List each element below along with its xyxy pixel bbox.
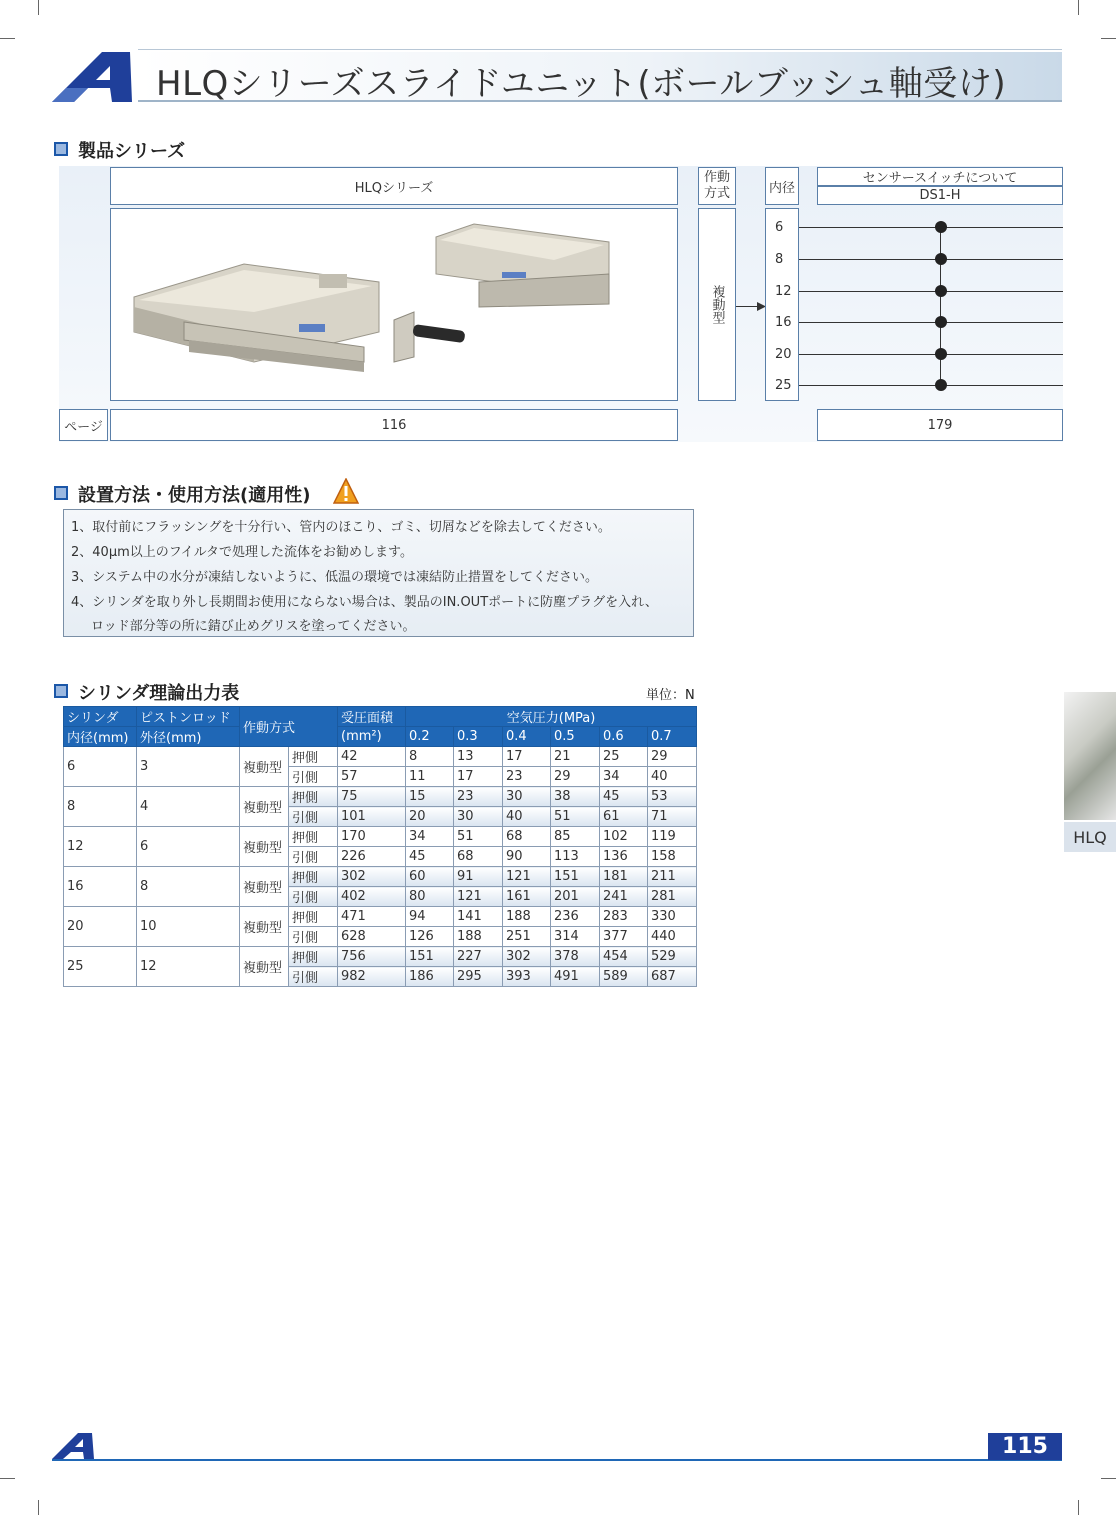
col-action: 作動方式 [240,707,338,747]
cell-type: 複動型 [240,947,289,987]
note-item: 3、システム中の水分が凍結しないように、低温の環境では凍結防止措置をしてください。 [71,570,598,585]
cell-force: 68 [503,827,551,847]
cell-force: 227 [454,947,503,967]
series-heading-text: 製品シリーズ [78,141,186,162]
cell-force: 121 [503,867,551,887]
note-item: 2、40μm以上のフイルタで処理した流体をお勧めします。 [71,545,414,560]
cell-force: 34 [406,827,454,847]
sensor-header-box [817,167,1063,186]
crop-mark [38,0,39,15]
cell-force: 589 [600,967,648,987]
page-label: ページ [64,419,103,435]
cell-type: 複動型 [240,907,289,947]
page-product[interactable]: 116 [381,417,407,433]
cell-side-label: 引側 [289,887,338,907]
page-sensor-box [817,409,1063,441]
cell-rod: 10 [137,907,240,947]
cell-force: 71 [648,807,697,827]
cell-force: 126 [406,927,454,947]
cell-area: 42 [338,747,406,767]
cell-force: 281 [648,887,697,907]
cell-force: 15 [406,787,454,807]
cell-force: 90 [503,847,551,867]
cell-force: 393 [503,967,551,987]
cell-force: 186 [406,967,454,987]
table-row [64,867,697,887]
available-dot-icon [935,379,947,391]
product-photo [114,212,674,397]
cell-force: 40 [503,807,551,827]
footer-logo-icon [52,1432,96,1460]
action-header-box [698,167,736,205]
page-title: HLQシリーズスライドユニット(ボールブッシュ軸受け) [156,64,1007,104]
product-image-box [110,208,678,401]
cell-force: 29 [551,767,600,787]
cell-force: 236 [551,907,600,927]
cell-force: 29 [648,747,697,767]
cell-area: 982 [338,967,406,987]
cell-force: 53 [648,787,697,807]
cell-force: 454 [600,947,648,967]
col-rod-h1: ピストンロッド [137,707,240,727]
cell-force: 80 [406,887,454,907]
crop-mark [0,38,15,39]
cell-side-label: 引側 [289,807,338,827]
cell-type: 複動型 [240,747,289,787]
sensor-line [799,227,1063,228]
crop-mark [1078,1500,1079,1515]
bore-value: 6 [775,220,784,235]
cell-force: 440 [648,927,697,947]
cell-force: 51 [551,807,600,827]
cell-force: 161 [503,887,551,907]
cell-type: 複動型 [240,867,289,907]
cell-force: 141 [454,907,503,927]
cell-side-label: 引側 [289,927,338,947]
page-sensor[interactable]: 179 [927,417,953,433]
crop-mark [38,1500,39,1515]
cell-force: 38 [551,787,600,807]
col-p: 0.5 [551,727,600,747]
cell-force: 23 [503,767,551,787]
col-bore-h2: 内径(mm) [64,727,137,747]
cell-force: 94 [406,907,454,927]
cell-force: 158 [648,847,697,867]
cell-bore: 25 [64,947,137,987]
unit-label: 単位：N [646,688,695,703]
cell-force: 151 [551,867,600,887]
cell-force: 491 [551,967,600,987]
col-p: 0.3 [454,727,503,747]
section-bullet-icon [54,684,68,698]
cell-area: 302 [338,867,406,887]
cell-force: 119 [648,827,697,847]
cell-rod: 12 [137,947,240,987]
cell-force: 34 [600,767,648,787]
bore-value: 16 [775,315,792,330]
side-product-thumbnail [1064,692,1116,820]
note-item: ロッド部分等の所に錆び止めグリスを塗ってください。 [91,619,416,634]
cell-force: 21 [551,747,600,767]
cell-side-label: 押側 [289,747,338,767]
cell-area: 756 [338,947,406,967]
cell-force: 8 [406,747,454,767]
side-index-tab[interactable]: HLQ [1064,822,1116,852]
page-label-box [59,409,108,441]
col-rod-h2: 外径(mm) [137,727,240,747]
cell-force: 51 [454,827,503,847]
sensor-vertical-line [940,227,941,385]
crop-mark [1101,1478,1116,1479]
sensor-line [799,259,1063,260]
cell-force: 45 [600,787,648,807]
cell-force: 85 [551,827,600,847]
col-pressure: 空気圧力(MPa) [406,707,697,727]
output-table-body [64,747,697,987]
bore-list-box [765,208,799,401]
install-heading [54,481,310,507]
action-type: 複動型 [709,285,725,324]
available-dot-icon [935,285,947,297]
sensor-model-box [817,186,1063,205]
cell-force: 13 [454,747,503,767]
cell-force: 211 [648,867,697,887]
sensor-line [799,291,1063,292]
cell-type: 複動型 [240,787,289,827]
cell-side-label: 引側 [289,767,338,787]
cell-force: 151 [406,947,454,967]
cell-force: 181 [600,867,648,887]
cell-side-label: 引側 [289,847,338,867]
cell-area: 170 [338,827,406,847]
crop-mark [0,1478,15,1479]
cell-area: 57 [338,767,406,787]
bore-value: 25 [775,378,792,393]
cell-side-label: 押側 [289,947,338,967]
cell-side-label: 引側 [289,967,338,987]
cell-area: 402 [338,887,406,907]
cell-type: 複動型 [240,827,289,867]
table-row [64,787,697,807]
output-heading [54,679,239,705]
bore-value: 8 [775,252,784,267]
cell-force: 45 [406,847,454,867]
cell-force: 30 [454,807,503,827]
cell-force: 40 [648,767,697,787]
col-bore-h1: シリンダ [64,707,137,727]
bore-header-box [765,167,799,205]
crop-mark [1101,38,1116,39]
sensor-model: DS1-H [919,188,961,203]
install-notes [63,509,694,637]
cell-rod: 4 [137,787,240,827]
bore-value: 20 [775,347,792,362]
col-area-h2: (mm²) [338,727,406,747]
cell-force: 188 [454,927,503,947]
cell-force: 251 [503,927,551,947]
cell-force: 20 [406,807,454,827]
cell-area: 75 [338,787,406,807]
cell-force: 23 [454,787,503,807]
cell-bore: 16 [64,867,137,907]
bore-value: 12 [775,284,792,299]
cell-force: 241 [600,887,648,907]
table-row [64,747,697,767]
col-p: 0.6 [600,727,648,747]
section-bullet-icon [54,142,68,156]
cell-side-label: 押側 [289,787,338,807]
cell-bore: 8 [64,787,137,827]
col-p: 0.7 [648,727,697,747]
cell-bore: 12 [64,827,137,867]
cell-force: 60 [406,867,454,887]
title-rule [138,49,1062,50]
sensor-line [799,385,1063,386]
brand-logo-icon [52,50,136,104]
cell-force: 188 [503,907,551,927]
table-row [64,907,697,927]
cell-force: 529 [648,947,697,967]
cell-side-label: 押側 [289,827,338,847]
available-dot-icon [935,348,947,360]
bore-header: 内径 [768,180,795,196]
cell-force: 17 [454,767,503,787]
crop-mark [1078,0,1079,15]
cell-rod: 6 [137,827,240,867]
cell-force: 201 [551,887,600,907]
cell-force: 687 [648,967,697,987]
available-dot-icon [935,316,947,328]
note-item: 4、シリンダを取り外し長期間お使用にならない場合は、製品のIN.OUTポートに防塵プラグを入れ、 [71,595,658,610]
footer-rule [52,1459,1062,1461]
section-bullet-icon [54,486,68,500]
output-heading-text: シリンダ理論出力表 [78,683,240,704]
series-heading [54,137,185,163]
cell-force: 91 [454,867,503,887]
sensor-line [799,322,1063,323]
cell-force: 283 [600,907,648,927]
cell-force: 314 [551,927,600,947]
series-label-box [110,167,678,205]
cell-force: 68 [454,847,503,867]
note-item: 1、取付前にフラッシングを十分行い、管内のほこり、ゴミ、切屑などを除去してください。 [71,520,611,535]
cell-force: 25 [600,747,648,767]
cell-area: 101 [338,807,406,827]
cell-side-label: 押側 [289,867,338,887]
cell-force: 11 [406,767,454,787]
warning-icon [333,478,359,504]
cell-force: 30 [503,787,551,807]
col-p: 0.2 [406,727,454,747]
col-area-h1: 受圧面積 [338,707,406,727]
page-product-box [110,409,678,441]
output-table [63,706,697,987]
install-heading-text: 設置方法・使用方法(適用性) [78,485,311,506]
available-dot-icon [935,221,947,233]
table-row [64,827,697,847]
series-label: HLQシリーズ [354,180,434,196]
cell-area: 226 [338,847,406,867]
action-header: 作動方式 [703,170,730,201]
sensor-line [799,354,1063,355]
cell-force: 302 [503,947,551,967]
page-number: 115 [988,1433,1062,1460]
cell-force: 113 [551,847,600,867]
cell-force: 378 [551,947,600,967]
cell-force: 295 [454,967,503,987]
cell-bore: 20 [64,907,137,947]
col-p: 0.4 [503,727,551,747]
cell-area: 628 [338,927,406,947]
cell-force: 17 [503,747,551,767]
cell-rod: 8 [137,867,240,907]
table-row [64,947,697,967]
action-type-box [698,208,736,401]
cell-bore: 6 [64,747,137,787]
sensor-header: センサースイッチについて [862,171,1018,186]
cell-force: 136 [600,847,648,867]
cell-force: 330 [648,907,697,927]
cell-force: 102 [600,827,648,847]
cell-force: 61 [600,807,648,827]
cell-force: 377 [600,927,648,947]
cell-rod: 3 [137,747,240,787]
cell-side-label: 押側 [289,907,338,927]
cell-area: 471 [338,907,406,927]
cell-force: 121 [454,887,503,907]
available-dot-icon [935,253,947,265]
